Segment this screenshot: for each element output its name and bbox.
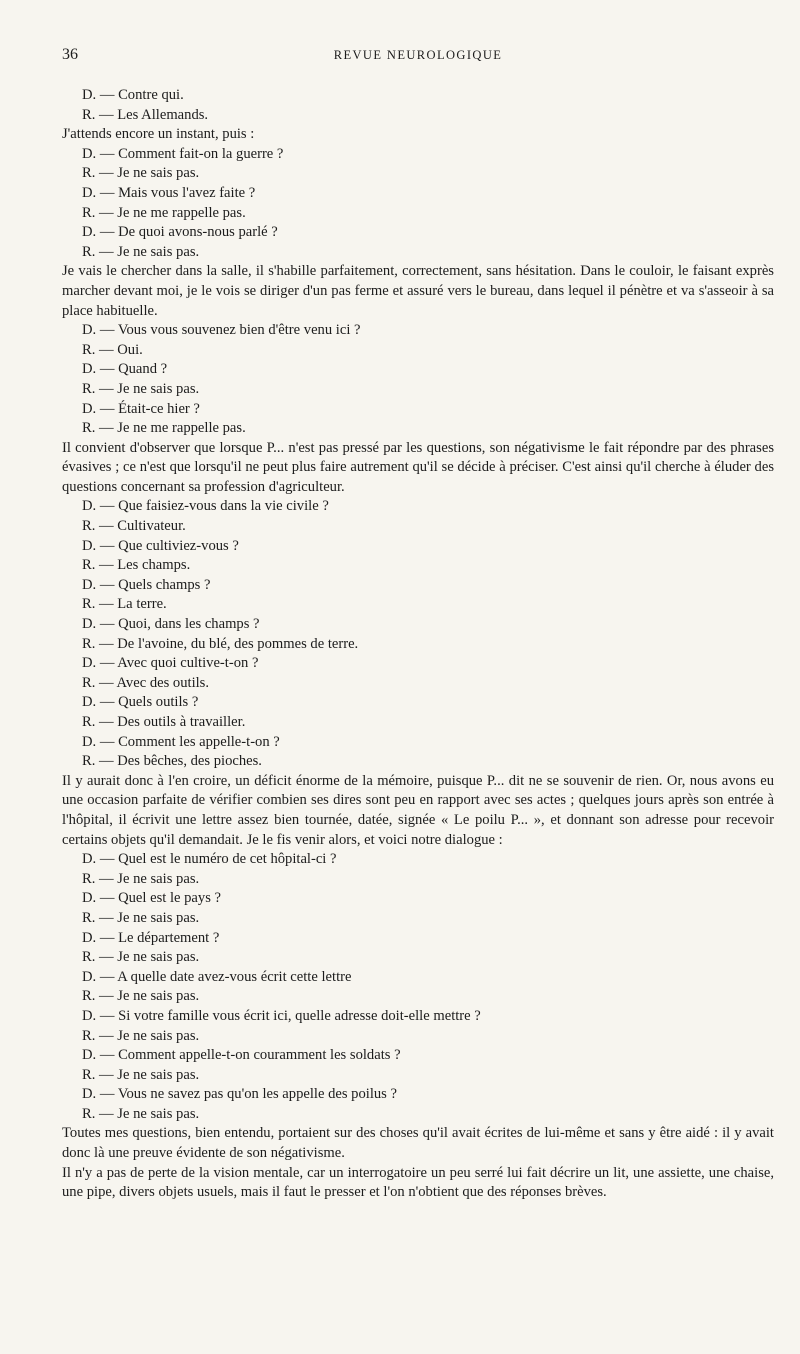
dialogue-line: J'attends encore un instant, puis : bbox=[62, 126, 255, 143]
dialogue-line: D. — Comment appelle-t-on couramment les soldats ? bbox=[82, 1047, 401, 1064]
dialogue-line: R. — Je ne me rappelle pas. bbox=[82, 204, 246, 221]
dialogue-line: R. — Je ne sais pas. bbox=[82, 165, 200, 182]
dialogue-line: R. — Les Allemands. bbox=[82, 106, 209, 123]
dialogue-line: D. — Quel est le numéro de cet hôpital-ci ? bbox=[82, 851, 337, 868]
dialogue-line: R. — Oui. bbox=[82, 341, 143, 358]
paragraph: Il convient d'observer que lorsque P... n'est pas pressé par les questions, son négativisme le fait répondre par des phrases évasives ; ce n'est que lorsqu'il ne peut plus faire autrement qu'il se décide à préciser. C'est ainsi qu'il cherche à éluder des questions concernant sa profession d'agriculteur. bbox=[62, 439, 774, 495]
dialogue-line: D. — Contre qui. bbox=[82, 87, 184, 103]
dialogue-line: D. — Quand ? bbox=[82, 361, 168, 378]
dialogue-line: R. — Je ne sais pas. bbox=[82, 870, 200, 887]
dialogue-line: R. — Les champs. bbox=[82, 557, 191, 574]
dialogue-line: R. — La terre. bbox=[82, 596, 167, 613]
dialogue-line: D. — Avec quoi cultive-t-on ? bbox=[82, 655, 259, 672]
dialogue-line: D. — A quelle date avez-vous écrit cette lettre bbox=[82, 968, 352, 985]
dialogue-line: D. — De quoi avons-nous parlé ? bbox=[82, 224, 278, 241]
dialogue-line: R. — Je ne sais pas. bbox=[82, 243, 200, 260]
dialogue-line: D. — Quoi, dans les champs ? bbox=[82, 616, 260, 633]
paragraph: Il n'y a pas de perte de la vision mentale, car un interrogatoire un peu serré lui fait décrire un lit, une assiette, une chaise, une pipe, divers objets usuels, mais il faut le presser et l'on n'obtient que des réponses brèves. bbox=[62, 1164, 774, 1201]
dialogue-line: R. — Des bêches, des pioches. bbox=[82, 753, 262, 770]
running-title: REVUE NEUROLOGIQUE bbox=[333, 48, 503, 62]
dialogue-line: D. — Que faisiez-vous dans la vie civile ? bbox=[82, 498, 329, 515]
dialogue-line: D. — Que cultiviez-vous ? bbox=[82, 537, 239, 554]
dialogue-line: R. — Je ne sais pas. bbox=[82, 1105, 200, 1122]
dialogue-line: D. — Vous ne savez pas qu'on les appelle des poilus ? bbox=[82, 1086, 397, 1103]
body-text bbox=[62, 86, 774, 1203]
dialogue-line: R. — Je ne sais pas. bbox=[82, 380, 200, 397]
page-number: 36 bbox=[62, 46, 78, 63]
dialogue-line: D. — Mais vous l'avez faite ? bbox=[82, 184, 256, 201]
dialogue-line: R. — Avec des outils. bbox=[82, 674, 210, 691]
dialogue-line: R. — Je ne sais pas. bbox=[82, 1066, 200, 1083]
dialogue-line: D. — Quels champs ? bbox=[82, 576, 211, 593]
dialogue-line: R. — Je ne sais pas. bbox=[82, 1027, 200, 1044]
dialogue-line: D. — Si votre famille vous écrit ici, quelle adresse doit-elle mettre ? bbox=[82, 1007, 481, 1024]
paragraph: Je vais le chercher dans la salle, il s'habille parfaitement, correctement, sans hésitation. Dans le couloir, le faisant exprès marcher devant moi, je le vois se diriger d'un pas ferme et assuré vers le bureau, dans lequel il pénètre et va s'asseoir à sa place habituelle. bbox=[62, 263, 774, 319]
dialogue-line: D. — Comment fait-on la guerre ? bbox=[82, 145, 284, 162]
dialogue-line: R. — Je ne sais pas. bbox=[82, 949, 200, 966]
dialogue-line: D. — Le département ? bbox=[82, 929, 220, 946]
dialogue-line: D. — Quel est le pays ? bbox=[82, 890, 222, 907]
paragraph: Toutes mes questions, bien entendu, portaient sur des choses qu'il avait écrites de lui-même et sans y être aidé : il y avait donc là une preuve évidente de son négativisme. bbox=[62, 1125, 774, 1162]
dialogue-line: D. — Comment les appelle-t-on ? bbox=[82, 733, 280, 750]
dialogue-line: R. — Je ne sais pas. bbox=[82, 988, 200, 1005]
dialogue-line: R. — Je ne sais pas. bbox=[82, 909, 200, 926]
dialogue-line: D. — Vous vous souvenez bien d'être venu ici ? bbox=[82, 322, 361, 339]
dialogue-line: R. — Cultivateur. bbox=[82, 518, 186, 535]
page-header bbox=[62, 46, 774, 66]
dialogue-line: R. — Des outils à travailler. bbox=[82, 714, 246, 730]
dialogue-line: D. — Quels outils ? bbox=[82, 694, 199, 711]
dialogue-line: D. — Était-ce hier ? bbox=[82, 400, 200, 417]
dialogue-line: R. — Je ne me rappelle pas. bbox=[82, 420, 246, 437]
dialogue-line: R. — De l'avoine, du blé, des pommes de terre. bbox=[82, 635, 359, 652]
paragraph: Il y aurait donc à l'en croire, un déficit énorme de la mémoire, puisque P... dit ne se souvenir de rien. Or, nous avons eu une occasion parfaite de vérifier combien ses dires sont peu en rapport avec ses actes ; quelques jours après son entrée à l'hôpital, il écrivit une lettre assez bien tournée, datée, signée « Le poilu P... », et donnant son adresse pour recevoir certains objets qu'il demandait. Je le fis venir alors, et voici notre dialogue : bbox=[62, 772, 774, 848]
